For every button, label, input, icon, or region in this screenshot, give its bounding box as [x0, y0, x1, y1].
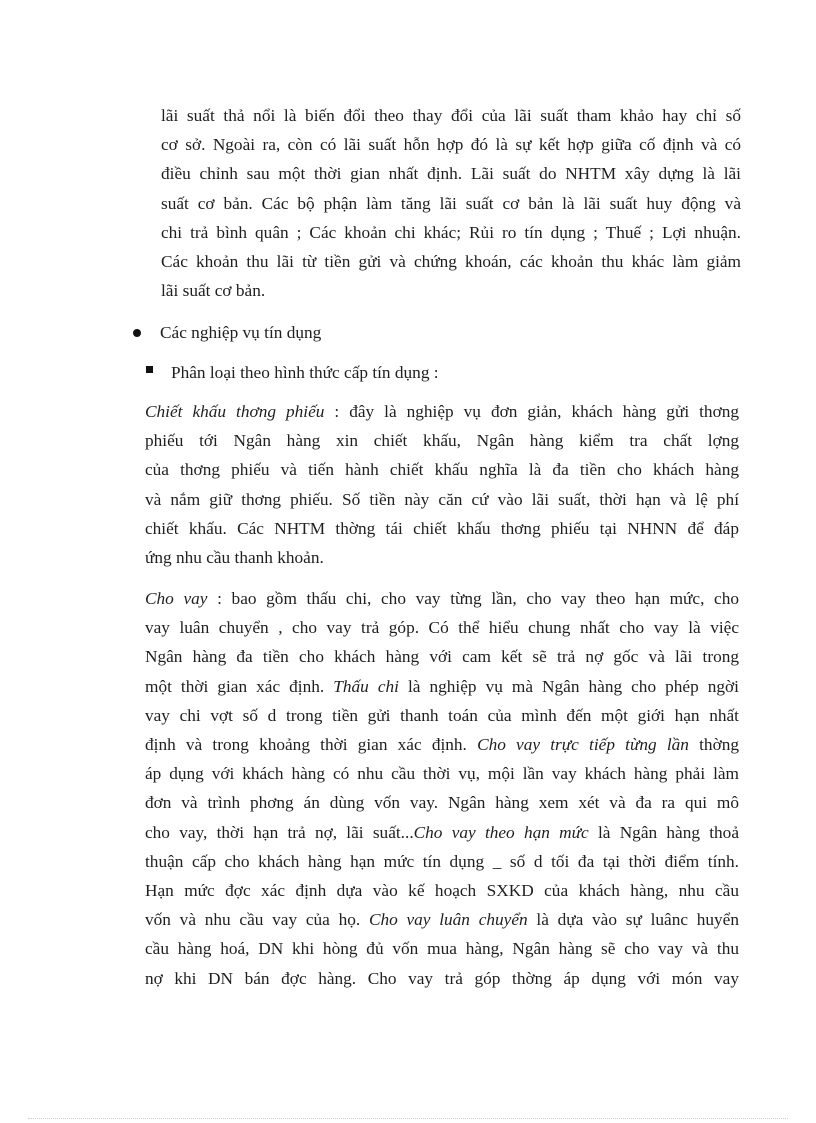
text-run: cho vay, thời hạn trả nợ, lãi suất...: [145, 822, 414, 842]
text-run: một thời gian xác định.: [145, 676, 334, 696]
text-line: lãi suất thả nổi là biến đổi theo thay đổi của lãi suất tham khảo hay chỉ số: [161, 106, 741, 125]
text-line: lãi suất cơ bản.: [161, 281, 266, 301]
text-line: Các khoản thu lãi từ tiền gửi và chứng khoán, các khoản thu khác làm giảm: [161, 252, 741, 272]
text-line: của thơng phiếu và tiến hành chiết khấu nghĩa là đa tiền cho khách hàng: [145, 460, 739, 480]
term-overdraft: Thấu chi: [333, 676, 399, 696]
text-line: điều chỉnh sau một thời gian nhất định. Lãi suất do NHTM xây dựng là lãi: [161, 164, 741, 184]
text-line: [145, 818, 739, 847]
text-line: đơn và trình phơng án dùng vốn vay. Ngân hàng xem xét và đa ra qui mô: [145, 793, 739, 813]
term-credit-line: Cho vay theo hạn mức: [413, 822, 589, 842]
text-line: và nắm giữ thơng phiếu. Số tiền này căn cứ vào lãi suất, thời hạn và lệ phí: [145, 489, 739, 509]
text-line: [145, 672, 739, 701]
bullet-square-icon: [146, 366, 153, 373]
bullet-label: Các nghiệp vụ tín dụng: [160, 323, 322, 342]
subbullet-label: Phân loại theo hình thức cấp tín dụng :: [171, 363, 439, 382]
text-line: [145, 730, 739, 759]
text-line: suất cơ bản. Các bộ phận làm tăng lãi suất cơ bản là lãi suất huy động và: [161, 193, 741, 213]
text-run: là Ngân hàng thoả: [588, 822, 739, 842]
text-run: : bao gồm thấu chi, cho vay từng lần, cho vay theo hạn mức, cho: [207, 589, 740, 608]
text-line: vay luân chuyển , cho vay trả góp. Có thể hiểu chung nhất cho vay là việc: [145, 618, 739, 638]
text-line: Hạn mức đợc xác định dựa vào kế hoạch SXKD của khách hàng, nhu cầu: [145, 881, 739, 901]
text-run: : đây là nghiệp vụ đơn giản, khách hàng gửi thơng: [324, 402, 739, 421]
text-run: vốn và nhu cầu vay của họ.: [145, 910, 369, 930]
text-line: nợ khi DN bán đợc hàng. Cho vay trả góp thờng áp dụng với món vay: [145, 968, 739, 988]
term-lending: Cho vay: [145, 589, 208, 608]
paragraph-interest-rates: [161, 101, 741, 305]
text-line: thuận cấp cho khách hàng hạn mức tín dụng _ số d tối đa tại thời điểm tính.: [145, 851, 739, 871]
term-discount: Chiết khấu thơng phiếu: [145, 402, 325, 421]
text-run: định và trong khoảng thời gian xác định.: [145, 735, 478, 755]
text-line: phiếu tới Ngân hàng xin chiết khấu, Ngân hàng kiểm tra chất lợng: [145, 431, 739, 451]
term-revolving-loan: Cho vay luân chuyển: [368, 910, 528, 930]
text-line: ứng nhu cầu thanh khoản.: [145, 548, 324, 568]
text-line: cơ sở. Ngoài ra, còn có lãi suất hỗn hợp đó là sự kết hợp giữa cố định và có: [161, 135, 741, 155]
paragraph-lending: [145, 584, 739, 993]
page-divider: [28, 1118, 788, 1119]
text-line: [145, 905, 739, 934]
text-line: áp dụng với khách hàng có nhu cầu thời vụ, mội lần vay khách hàng phải làm: [145, 764, 739, 784]
text-line: Ngân hàng đa tiền cho khách hàng với cam kết sẽ trả nợ gốc và lãi trong: [145, 647, 739, 667]
text-run: thờng: [688, 735, 739, 755]
text-line: cầu hàng hoá, DN khi hòng đủ vốn mua hàng, Ngân hàng sẽ cho vay và thu: [145, 939, 739, 959]
text-line: chi trả bình quân ; Các khoản chi khác; Rủi ro tín dụng ; Thuế ; Lợi nhuận.: [161, 222, 741, 242]
text-line: [145, 397, 739, 426]
text-line: vay chi vợt số d trong tiền gửi thanh toán của mình đến một giới hạn nhất: [145, 705, 739, 725]
text-run: là dựa vào sự luânc huyển: [527, 910, 739, 930]
term-direct-loan: Cho vay trực tiếp từng lần: [477, 735, 689, 755]
paragraph-discounting: [145, 397, 739, 572]
text-line: [145, 584, 739, 613]
text-run: là nghiệp vụ mà Ngân hàng cho phép ngời: [398, 676, 739, 696]
bullet-dot-icon: [133, 329, 141, 337]
text-line: chiết khấu. Các NHTM thờng tái chiết khấu thơng phiếu tại NHNN để đáp: [145, 518, 739, 538]
